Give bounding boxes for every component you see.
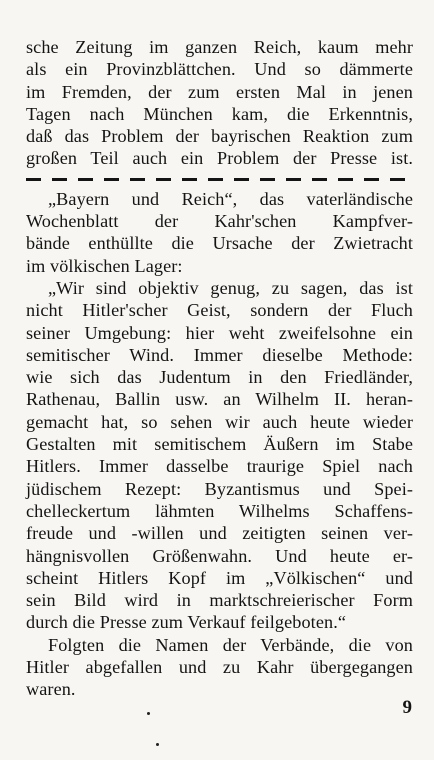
text-line: Wochenblatt der Kahr'schen Kampfver- xyxy=(26,211,413,232)
text-line: „Wir sind objektiv genug, zu sagen, das ist xyxy=(48,277,413,298)
text-line: als ein Provinzblättchen. Und so dämmerte xyxy=(26,59,413,80)
text-line: scheint Hitlers Kopf im „Völkischen“ und xyxy=(26,567,413,588)
text-line: sein Bild wird in marktschreierischer Form xyxy=(26,590,413,611)
text-line: im völkischen Lager: xyxy=(26,255,183,276)
text-line: seiner Umgebung: hier weht zweifelsohne ein xyxy=(26,322,413,343)
text-line: waren. xyxy=(26,679,76,700)
text-line: freude und -willen und zeitigten seinen ver- xyxy=(26,523,413,544)
text-line: sche Zeitung im ganzen Reich, kaum mehr xyxy=(26,37,413,57)
text-line: nicht Hitler'scher Geist, sondern der Fluch xyxy=(26,300,413,321)
text-line: hängnisvollen Größenwahn. Und heute er- xyxy=(26,545,413,566)
speck-mark xyxy=(147,712,150,715)
paragraph-1 xyxy=(26,36,413,170)
text-line: Gestalten mit semitischem Äußern im Stabe xyxy=(26,434,413,455)
quotation xyxy=(26,277,413,634)
text-line: daß das Problem der bayrischen Reaktion zum xyxy=(26,126,413,147)
paragraph-2 xyxy=(26,188,413,277)
text-line: semitischer Wind. Immer dieselbe Methode: xyxy=(26,344,413,365)
paragraph-3 xyxy=(26,634,413,701)
text-line: durch die Presse zum Verkauf feilgeboten.“ xyxy=(26,612,347,633)
text-line: jüdischem Rezept: Byzantismus und Spei- xyxy=(26,478,413,499)
text-line: Rathenau, Ballin usw. an Wilhelm II. heran- xyxy=(26,389,413,410)
page-text xyxy=(26,36,413,701)
text-line: chelleckertum lähmten Wilhelms Schaffens- xyxy=(26,500,413,521)
text-line: wie sich das Judentum in den Friedländer, xyxy=(26,367,413,388)
text-line: großen Teil auch ein Problem der Presse ist. xyxy=(26,148,413,169)
text-line: Tagen nach München kam, die Erkenntnis, xyxy=(26,103,413,124)
section-divider xyxy=(26,176,413,182)
text-line: Hitler abgefallen und zu Kahr übergegangen xyxy=(26,657,413,678)
text-line: Folgten die Namen der Verbände, die von xyxy=(48,634,413,655)
text-line: gemacht hat, so sehen wir auch heute wieder xyxy=(26,411,413,432)
page-number: 9 xyxy=(402,697,412,718)
speck-mark xyxy=(156,743,159,746)
text-line: „Bayern und Reich“, das vaterländische xyxy=(48,188,413,209)
text-line: im Fremden, der zum ersten Mal in jenen xyxy=(26,81,413,102)
text-line: bände enthüllte die Ursache der Zwietracht xyxy=(26,233,413,254)
text-line: Hitlers. Immer dasselbe traurige Spiel nach xyxy=(26,456,413,477)
